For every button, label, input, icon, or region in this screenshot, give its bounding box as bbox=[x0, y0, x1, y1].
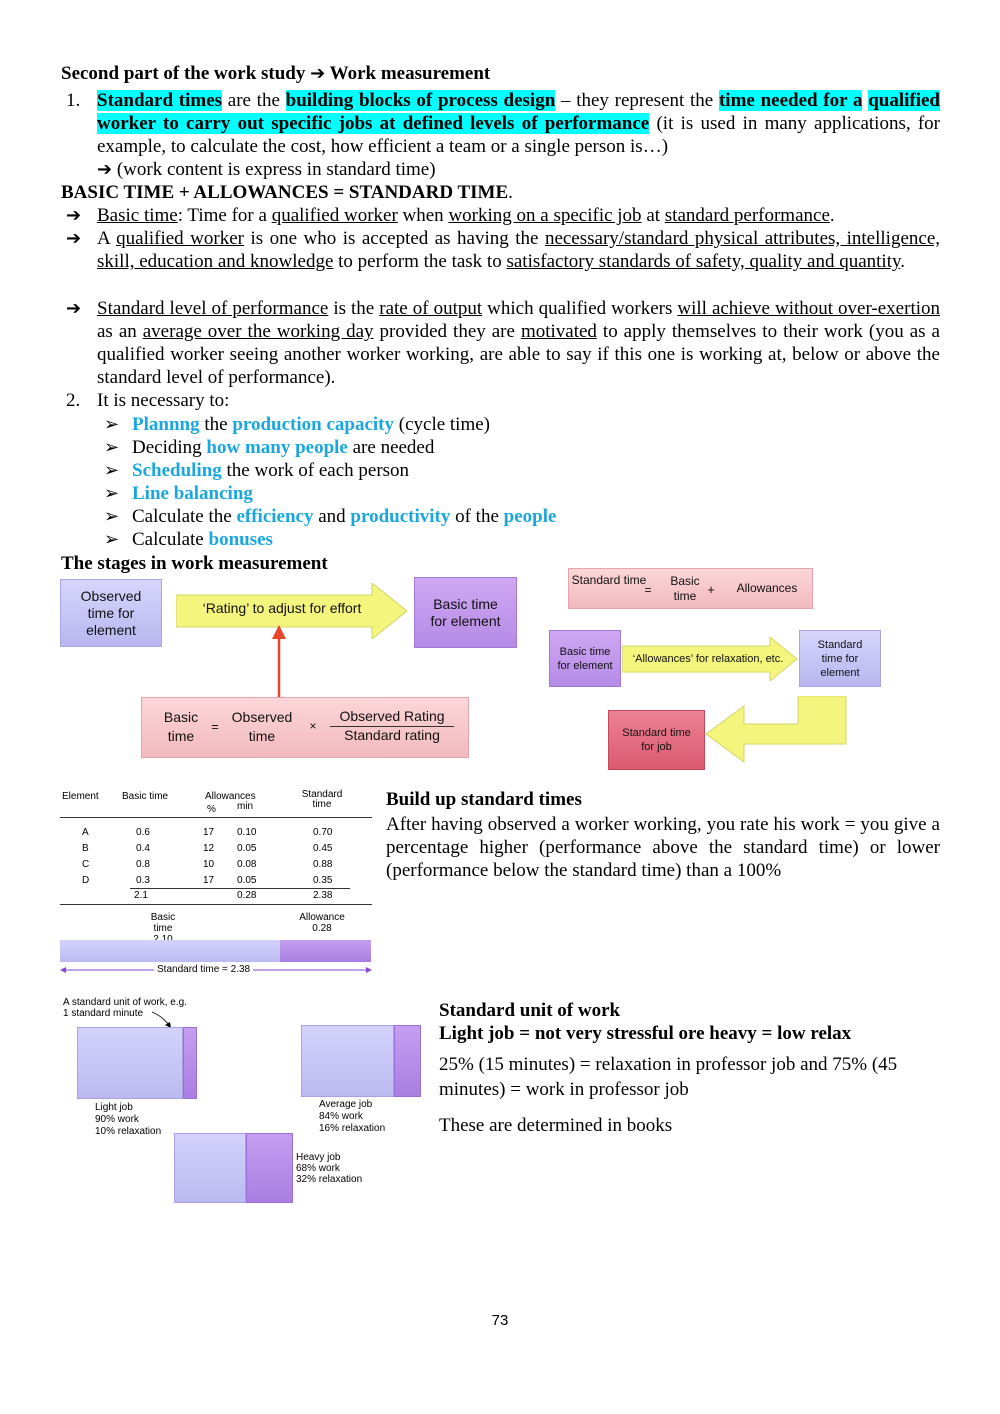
bullet-arrow-icon: ➔ bbox=[66, 298, 82, 319]
u-without-overexertion: will achieve without over-exertion bbox=[677, 298, 940, 319]
eq2-allowances: Allowances bbox=[736, 581, 798, 595]
u-rate-of-output: rate of output bbox=[379, 298, 483, 319]
u-working-specific-job: working on a specific job bbox=[448, 205, 642, 226]
build-body: After having observed a worker working, you rate his work = you give a percentage higher (performance above the standard time) or lower (performance below the standard time) than a 100% bbox=[386, 814, 940, 881]
average-job-relax: 16% relaxation bbox=[319, 1123, 386, 1134]
bullet-arrow-icon: ➔ bbox=[66, 228, 82, 249]
u-qualified-worker-2: qualified worker bbox=[116, 228, 244, 249]
l6-t0: Calculate bbox=[132, 529, 209, 550]
list-item bbox=[104, 413, 119, 436]
standard-time-job-box: Standard time for job bbox=[608, 710, 705, 770]
pointer-bullet-icon: ➢ bbox=[104, 437, 120, 458]
light-job-work: 90% work bbox=[95, 1114, 139, 1125]
average-job-relax-bar bbox=[394, 1025, 421, 1097]
bar-allowance-label bbox=[299, 912, 345, 934]
b2-t1: is one who is accepted as having the bbox=[243, 228, 545, 249]
l5-t1: and bbox=[313, 506, 351, 527]
b3-t5: to apply themselves to their work (you as a qualified worker seeing another worker working, are able to say if this one is working at, below or above the standard level of performance). bbox=[97, 321, 940, 388]
b2-t0: A bbox=[97, 228, 117, 249]
table-cell: 0.05 bbox=[237, 843, 257, 854]
heavy-job-name: Heavy job bbox=[296, 1152, 341, 1163]
item1-text2: – they represent the bbox=[555, 90, 719, 111]
unit-label: A standard unit of work, e.g. 1 standard minute bbox=[63, 997, 187, 1019]
b1-t1: : Time for a bbox=[177, 205, 272, 226]
list-item-line-balancing bbox=[132, 482, 253, 505]
light-job-relax: 10% relaxation bbox=[95, 1126, 162, 1137]
item1-note bbox=[97, 158, 436, 181]
table-cell: 10 bbox=[203, 859, 215, 870]
list-item-scheduling bbox=[132, 459, 409, 482]
pointer-bullet-icon: ➢ bbox=[104, 529, 120, 550]
list-item-bonuses bbox=[132, 528, 273, 551]
kw-people: people bbox=[503, 506, 557, 527]
eq-numerator: Observed Rating bbox=[339, 708, 445, 724]
average-job-name: Average job bbox=[319, 1099, 373, 1110]
observed-time-box: Observed time for element bbox=[60, 579, 162, 647]
standard-time-span-label: Standard time = 2.38 bbox=[154, 964, 253, 975]
formula-line bbox=[61, 181, 513, 204]
highlight-building-blocks: building blocks of process design bbox=[285, 90, 556, 111]
col-element: Element bbox=[62, 791, 99, 802]
l1-t2: (cycle time) bbox=[394, 414, 491, 435]
right-arrow-icon: ➔ bbox=[97, 159, 113, 180]
table-header-rule bbox=[60, 817, 372, 818]
rating-label: ‘Rating’ to adjust for effort bbox=[202, 600, 362, 616]
table-cell: D bbox=[82, 875, 90, 886]
item1-paragraph bbox=[97, 89, 940, 158]
l5-t0: Calculate the bbox=[132, 506, 237, 527]
highlight-standard-times: Standard times bbox=[97, 90, 223, 111]
eq2-standard-time: Standard time bbox=[571, 573, 647, 587]
std-unit-paragraph1: 25% (15 minutes) = relaxation in professor job and 75% (45 minutes) = work in professor job bbox=[439, 1054, 898, 1100]
light-job-name: Light job bbox=[95, 1102, 133, 1113]
b3-t2: which qualified workers bbox=[482, 298, 678, 319]
right-arrow-icon: ➔ bbox=[310, 63, 326, 84]
heading-subtitle: Work measurement bbox=[329, 63, 491, 84]
item1-text1: are the bbox=[222, 90, 286, 111]
formula-dot: . bbox=[508, 182, 513, 203]
col-percent: % bbox=[207, 804, 216, 815]
eq-times: × bbox=[309, 719, 317, 733]
table-cell: 0.10 bbox=[237, 827, 257, 838]
item2-intro: It is necessary to: bbox=[97, 390, 230, 411]
u-standard-level: Standard level of performance bbox=[97, 298, 329, 319]
bullet-basic-time bbox=[97, 204, 940, 227]
highlight-time-needed: time needed for a bbox=[718, 90, 863, 111]
list-item bbox=[104, 482, 119, 505]
u-basic-time: Basic time bbox=[97, 205, 178, 226]
col-allowances: Allowances bbox=[205, 791, 256, 802]
average-job-work-bar bbox=[301, 1025, 394, 1097]
build-title: Build up standard times bbox=[386, 789, 582, 810]
return-arrow bbox=[704, 696, 850, 764]
average-job-caption bbox=[319, 1099, 385, 1135]
table-cell: 0.8 bbox=[136, 859, 150, 870]
table-cell: B bbox=[82, 843, 89, 854]
col-min: min bbox=[237, 801, 254, 812]
b3-t4: provided they are bbox=[373, 321, 521, 342]
kw-production-capacity: production capacity bbox=[232, 414, 394, 435]
totals-rule bbox=[130, 888, 350, 889]
average-job-work: 84% work bbox=[319, 1111, 363, 1122]
table-cell: 0.6 bbox=[136, 827, 150, 838]
l2-t1: are needed bbox=[347, 437, 435, 458]
light-job-caption bbox=[95, 1102, 161, 1138]
table-cell: 0.35 bbox=[313, 875, 333, 886]
light-job-relax-bar bbox=[183, 1027, 197, 1099]
pointer-bullet-icon: ➢ bbox=[104, 460, 120, 481]
table-bottom-rule bbox=[60, 904, 372, 905]
list-item-efficiency bbox=[132, 505, 556, 528]
item1-text3: (it is used in many applications, for example, to calculate the cost, how efficient a team or a single person is…) bbox=[97, 113, 940, 157]
table-cell: 0.4 bbox=[136, 843, 150, 854]
b2-t3: . bbox=[900, 251, 906, 272]
pointer-bullet-icon: ➢ bbox=[104, 414, 120, 435]
bar-allowance-segment bbox=[280, 940, 371, 962]
bullet-qualified-worker bbox=[97, 227, 940, 273]
stages-title: The stages in work measurement bbox=[61, 553, 328, 574]
pointer-bullet-icon: ➢ bbox=[104, 483, 120, 504]
u-satisfactory-standards: satisfactory standards of safety, quality and quantity bbox=[506, 251, 901, 272]
formula-text: BASIC TIME + ALLOWANCES = STANDARD TIME bbox=[61, 182, 509, 203]
std-unit-title: Standard unit of work bbox=[439, 1000, 621, 1021]
col-basic-time: Basic time bbox=[122, 791, 169, 802]
b3-t3: as an bbox=[97, 321, 143, 342]
standard-time-element-box: Standard time for element bbox=[799, 630, 881, 687]
eq-denominator: Standard rating bbox=[344, 727, 440, 743]
list-item bbox=[104, 528, 119, 551]
list-item bbox=[104, 505, 119, 528]
u-qualified-worker: qualified worker bbox=[271, 205, 398, 226]
std-unit-subtitle: Light job = not very stressful ore heavy = low relax bbox=[439, 1023, 852, 1044]
b3-t1: is the bbox=[328, 298, 380, 319]
eq-observed-time: Observed time bbox=[231, 709, 293, 744]
col-standard-time: Standard time bbox=[301, 789, 343, 810]
heavy-job-relax-bar bbox=[246, 1133, 293, 1203]
list-item bbox=[104, 459, 119, 482]
highlight-qualified-worker: qualified worker to carry out specific jobs at defined levels of performance bbox=[97, 90, 940, 134]
standard-time-equation-box bbox=[568, 568, 813, 609]
total-standard: 2.38 bbox=[313, 890, 333, 901]
table-cell: 0.3 bbox=[136, 875, 150, 886]
table-cell: 0.05 bbox=[237, 875, 257, 886]
table-cell: C bbox=[82, 859, 90, 870]
kw-planning: Plannng bbox=[132, 414, 200, 435]
table-cell: 0.45 bbox=[313, 843, 333, 854]
section-heading bbox=[61, 62, 490, 85]
u-attributes: necessary/standard physical attributes, intelligence, skill, education and knowledge bbox=[97, 228, 940, 272]
heavy-job-relax: 32% relaxation bbox=[296, 1174, 363, 1185]
l5-t2: of the bbox=[450, 506, 504, 527]
kw-efficiency: efficiency bbox=[236, 506, 314, 527]
bar-basic-label-text: Basic time bbox=[150, 912, 176, 934]
kw-productivity: productivity bbox=[350, 506, 451, 527]
table-cell: 0.70 bbox=[313, 827, 333, 838]
kw-scheduling: Scheduling bbox=[132, 460, 222, 481]
table-cell: A bbox=[82, 827, 89, 838]
u-motivated: motivated bbox=[520, 321, 597, 342]
heavy-job-work: 68% work bbox=[296, 1163, 340, 1174]
total-min: 0.28 bbox=[237, 890, 257, 901]
bar-allow-label-text: Allowance bbox=[299, 912, 345, 923]
b1-t2: when bbox=[397, 205, 449, 226]
b1-t3: at bbox=[641, 205, 665, 226]
heavy-job-work-bar bbox=[174, 1133, 246, 1203]
eq2-plus: + bbox=[707, 581, 715, 597]
table-cell: 12 bbox=[203, 843, 215, 854]
up-arrow bbox=[270, 625, 288, 699]
table-cell: 17 bbox=[203, 875, 215, 886]
item1-note-text: (work content is express in standard time) bbox=[116, 159, 436, 180]
item1-number: 1. bbox=[66, 90, 81, 111]
eq2-equals: = bbox=[644, 583, 652, 597]
heading-title: Second part of the work study bbox=[61, 63, 306, 84]
bullet-standard-level bbox=[97, 297, 940, 389]
list-item-deciding bbox=[132, 436, 434, 459]
kw-how-many-people: how many people bbox=[206, 437, 348, 458]
std-unit-paragraph2: These are determined in books bbox=[439, 1115, 673, 1136]
l3-t1: the work of each person bbox=[221, 460, 410, 481]
u-standard-performance: standard performance bbox=[664, 205, 830, 226]
basic-time-box: Basic time for element bbox=[414, 577, 517, 648]
l2-t0: Deciding bbox=[132, 437, 207, 458]
bar-basic-segment bbox=[60, 940, 280, 962]
table-cell: 0.08 bbox=[237, 859, 257, 870]
b2-t2: to perform the task to bbox=[333, 251, 507, 272]
bar-allow-value: 0.28 bbox=[312, 923, 332, 934]
item2-number: 2. bbox=[66, 390, 81, 411]
eq2-basic-time: Basic time bbox=[670, 574, 700, 603]
list-item bbox=[104, 436, 119, 459]
bullet-arrow-icon: ➔ bbox=[66, 205, 82, 226]
b1-t4: . bbox=[829, 205, 835, 226]
list-item-planning bbox=[132, 413, 490, 436]
light-job-work-bar bbox=[77, 1027, 183, 1099]
kw-line-balancing: Line balancing bbox=[132, 483, 253, 504]
page-number: 73 bbox=[491, 1312, 509, 1329]
heavy-job-caption bbox=[296, 1152, 362, 1185]
basic-time-element-box: Basic time for element bbox=[549, 630, 621, 687]
table-cell: 0.88 bbox=[313, 859, 333, 870]
eq-equals: = bbox=[211, 718, 219, 734]
eq-basic-time: Basic time bbox=[163, 709, 199, 744]
allowances-label: ‘Allowances’ for relaxation, etc. bbox=[632, 653, 784, 665]
u-average-working-day: average over the working day bbox=[142, 321, 374, 342]
pointer-bullet-icon: ➢ bbox=[104, 506, 120, 527]
l1-t1: the bbox=[199, 414, 233, 435]
rating-equation-box bbox=[141, 697, 469, 758]
kw-bonuses: bonuses bbox=[208, 529, 273, 550]
table-cell: 17 bbox=[203, 827, 215, 838]
total-basic: 2.1 bbox=[134, 890, 148, 901]
